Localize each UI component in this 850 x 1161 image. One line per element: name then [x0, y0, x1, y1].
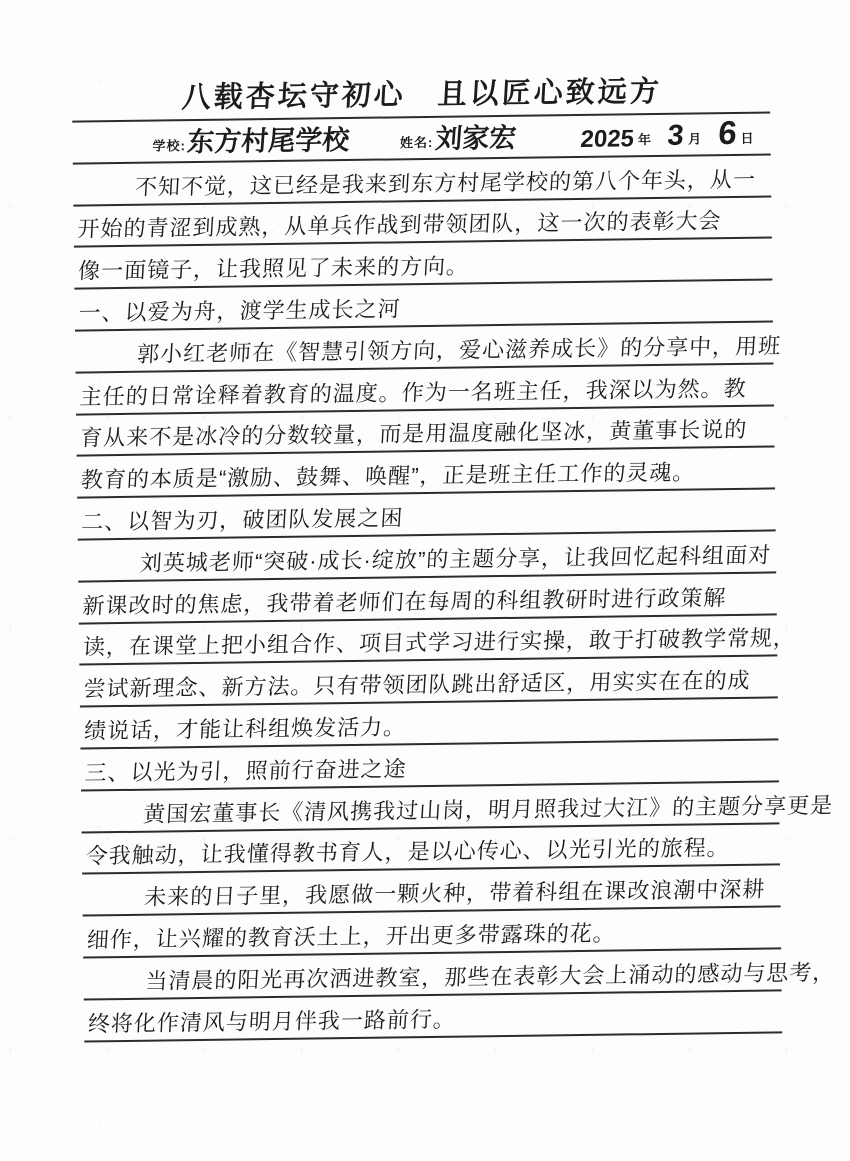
- line-text: 当清晨的阳光再次洒进教室，那些在表彰大会上涌动的感动与思考，: [144, 959, 837, 994]
- school-label: 学校:: [152, 137, 187, 154]
- line-text: 黄国宏董事长《清风携我过山岗，明月照我过大江》的主题分享更是: [142, 792, 834, 827]
- handwritten-sheet: [72, 75, 837, 1042]
- line-text: 尝试新理念、新方法。只有带领团队跳出舒适区，用实实在在的成: [82, 667, 752, 702]
- text-line-row: [84, 991, 782, 1042]
- line-text: 像一面镜子，让我照见了未来的方向。: [77, 253, 470, 284]
- line-text: 令我触动，让我懂得教书育人，是以心传心、以光引光的旅程。: [85, 835, 731, 869]
- school-value: 东方村尾学校: [186, 124, 351, 157]
- line-text: 教育的本质是“激励、鼓舞、唤醒”，正是班主任工作的灵魂。: [80, 459, 697, 493]
- date-day-unit: 日: [740, 130, 755, 146]
- body-lines: [73, 155, 837, 1042]
- line-text: 开始的青涩到成熟，从单兵作战到带领团队，这一次的表彰大会: [76, 208, 723, 242]
- date: [580, 113, 754, 153]
- section-heading-text: 三、以光为引，照前行奋进之途: [83, 756, 408, 786]
- line-text: 不知不觉，这已经是我来到东方村尾学校的第八个年头，从一: [134, 166, 757, 200]
- name-value: 刘家宏: [433, 122, 518, 154]
- line-text: 新课改时的焦虑，我带着老师们在每周的科组教研时进行政策解: [81, 584, 728, 619]
- date-year-unit: 年: [637, 131, 653, 147]
- section-heading-text: 一、以爱为舟，渡学生成长之河: [77, 296, 402, 326]
- line-text: 主任的日常诠释着教育的温度。作为一名班主任，我深以为然。教: [79, 375, 748, 410]
- document-title: 八载杏坛守初心 且以匠心致远方: [180, 75, 663, 115]
- section-heading-text: 二、以智为刃，破团队发展之困: [80, 505, 405, 535]
- line-text: 终将化作清风与明月伴我一路前行。: [87, 1006, 457, 1037]
- date-month-unit: 月: [688, 131, 703, 147]
- line-text: 未来的日子里，我愿做一颗火种，带着科组在课改浪潮中深耕: [143, 876, 767, 910]
- line-text: 刘英城老师“突破·成长·绽放”的主题分享，让我回忆起科组面对: [139, 542, 772, 576]
- date-year-value: 2025: [579, 125, 636, 153]
- line-text: 读，在课堂上把小组合作、项目式学习进行实操，敢于打破教学常规，: [82, 625, 797, 660]
- date-day-value: 6: [716, 113, 738, 151]
- date-month-value: 3: [666, 119, 686, 152]
- name-label: 姓名:: [399, 134, 434, 151]
- line-text: 育从来不是冰冷的分数较量，而是用温度融化坚冰，黄董事长说的: [79, 417, 748, 451]
- line-text: 郭小红老师在《智慧引领方向，爱心滋养成长》的分享中，用班: [136, 333, 782, 367]
- line-text: 绩说话，才能让科组焕发活力。: [83, 714, 407, 744]
- line-text: 细作，让兴耀的教育沃土上，开出更多带露珠的花。: [86, 920, 617, 953]
